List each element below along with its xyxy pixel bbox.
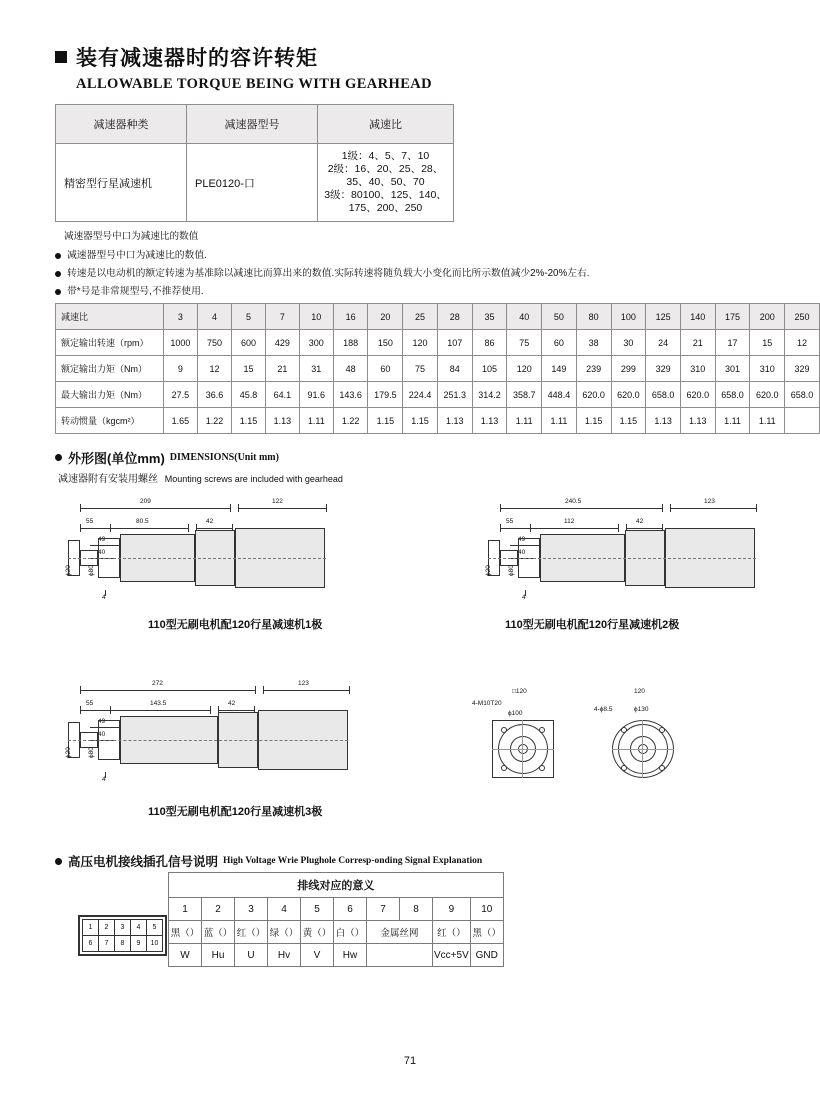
dim-label-49: 49	[518, 536, 526, 543]
dim-label-209: 209	[140, 498, 151, 505]
data-cell: 620.0	[611, 382, 646, 408]
dim-label-49: 49	[98, 718, 106, 725]
data-cell: 620.0	[750, 382, 785, 408]
gearhead-model-value: PLE0120-口	[187, 144, 318, 222]
data-cell: 15	[750, 330, 785, 356]
data-cell: 1.13	[680, 408, 715, 434]
pin-number: 9	[433, 898, 471, 921]
bullet-dot-icon	[55, 271, 61, 277]
data-cell: 107	[437, 330, 472, 356]
connector-pin: 7	[99, 936, 115, 952]
note-item	[55, 248, 775, 264]
gearhead-table-footnote: 减速器型号中口为减速比的数值	[64, 231, 199, 242]
dim-label-4: 4	[102, 776, 106, 783]
data-cell: 310	[680, 356, 715, 382]
gearhead-table-header-type: 减速器种类	[56, 105, 187, 144]
data-cell: 299	[611, 356, 646, 382]
row-label: 额定输出转速（rpm）	[56, 330, 164, 356]
data-cell: 1.15	[368, 408, 403, 434]
ratio-cell: 250	[785, 304, 820, 330]
data-cell: 24	[646, 330, 681, 356]
table-row	[169, 898, 504, 921]
table-row	[56, 330, 820, 356]
signal-name: GND	[470, 944, 503, 967]
data-cell: 329	[646, 356, 681, 382]
dim-label-122: 122	[272, 498, 283, 505]
row-label: 转动惯量（kgcm²）	[56, 408, 164, 434]
drawing-2-motor-gearhead-2stage	[480, 498, 810, 608]
pin-number: 2	[202, 898, 235, 921]
data-cell: 38	[576, 330, 611, 356]
connector-pin: 2	[99, 920, 115, 936]
drawing-3-motor-gearhead-3stage	[60, 680, 390, 790]
dim-label-805: 80.5	[136, 518, 149, 525]
gearhead-table-header-model: 减速器型号	[187, 105, 318, 144]
data-cell: 75	[403, 356, 438, 382]
table-row	[56, 408, 820, 434]
dim-label-phi20: ϕ20	[65, 565, 72, 576]
wire-color: 红（）	[235, 921, 268, 944]
pin-number: 1	[169, 898, 202, 921]
dim-label-42: 42	[636, 518, 644, 525]
dim-label-square120: □120	[512, 688, 527, 695]
dimensions-heading-cn: 外形图(单位mm)	[68, 451, 165, 466]
signal-name: U	[235, 944, 268, 967]
dim-label-phi80: ϕ80	[88, 565, 95, 576]
connector-pin: 9	[131, 936, 147, 952]
data-cell: 36.6	[198, 382, 232, 408]
ratio-cell: 35	[472, 304, 507, 330]
pin-number: 5	[301, 898, 334, 921]
dimensions-heading-en: DIMENSIONS(Unit mm)	[169, 452, 279, 463]
wire-color: 黄（）	[301, 921, 334, 944]
connector-pin: 1	[83, 920, 99, 936]
dim-label-42: 42	[206, 518, 214, 525]
connector-pin: 4	[131, 920, 147, 936]
dim-label-55: 55	[86, 700, 94, 707]
page-number: 71	[403, 1055, 417, 1067]
data-cell: 1.22	[333, 408, 368, 434]
signal-name: W	[169, 944, 202, 967]
dimensions-heading	[55, 448, 279, 467]
connector-pin: 6	[83, 936, 99, 952]
ratio-cell: 28	[437, 304, 472, 330]
ratio-cell: 175	[715, 304, 750, 330]
dim-label-phi20: ϕ20	[485, 565, 492, 576]
wire-color: 黑（）	[470, 921, 503, 944]
data-cell: 1.11	[507, 408, 542, 434]
data-cell: 358.7	[507, 382, 542, 408]
dimensions-subnote-en: Mounting screws are included with gearhead	[164, 474, 343, 484]
ratio-cell: 80	[576, 304, 611, 330]
data-cell: 658.0	[785, 382, 820, 408]
pin-number: 4	[268, 898, 301, 921]
data-cell: 300	[299, 330, 333, 356]
data-cell: 239	[576, 356, 611, 382]
dim-label-123: 123	[298, 680, 309, 687]
data-cell: 1.15	[576, 408, 611, 434]
data-cell: 750	[198, 330, 232, 356]
dim-label-phi80: ϕ80	[88, 747, 95, 758]
title-english: ALLOWABLE TORQUE BEING WITH GEARHEAD	[76, 76, 433, 92]
dimensions-subnote	[58, 470, 343, 485]
ratio-cell: 40	[507, 304, 542, 330]
pin-number: 3	[235, 898, 268, 921]
connector-pin: 10	[147, 936, 163, 952]
data-cell: 1.22	[198, 408, 232, 434]
data-cell: 329	[785, 356, 820, 382]
data-cell: 149	[542, 356, 577, 382]
title-chinese	[55, 42, 432, 72]
signal-name: V	[301, 944, 334, 967]
data-cell: 1000	[163, 330, 197, 356]
data-cell: 45.8	[232, 382, 266, 408]
ratio-cell: 140	[680, 304, 715, 330]
drawing-1-motor-gearhead-1stage	[60, 498, 390, 608]
drawing-2-caption: 110型无刷电机配120行星减速机2极	[505, 619, 680, 631]
dim-label-120: 120	[634, 688, 645, 695]
connector-top-row	[83, 920, 163, 936]
data-cell: 314.2	[472, 382, 507, 408]
wire-color: 绿（）	[268, 921, 301, 944]
data-cell: 15	[232, 356, 266, 382]
data-cell: 27.5	[163, 382, 197, 408]
data-cell: 448.4	[542, 382, 577, 408]
wire-color: 黑（）	[169, 921, 202, 944]
data-cell	[785, 408, 820, 434]
wire-color: 蓝（）	[202, 921, 235, 944]
ratio-cell: 20	[368, 304, 403, 330]
data-cell: 1.11	[750, 408, 785, 434]
dim-label-49: 49	[98, 536, 106, 543]
dim-label-4-phi85: 4-ϕ8.5	[594, 706, 613, 713]
row-label: 额定输出力矩（Nm）	[56, 356, 164, 382]
data-cell: 1.13	[265, 408, 299, 434]
data-cell: 1.13	[646, 408, 681, 434]
data-cell: 120	[403, 330, 438, 356]
dim-label-phi20: ϕ20	[65, 747, 72, 758]
title-chinese-text: 装有减速器时的容许转矩	[76, 47, 318, 70]
ratio-cell: 50	[542, 304, 577, 330]
dim-label-42: 42	[228, 700, 236, 707]
table-row	[56, 382, 820, 408]
note-item	[55, 266, 775, 282]
ratio-cell: 10	[299, 304, 333, 330]
torque-data-table	[55, 303, 820, 434]
dim-label-4-m10t20: 4-M10T20	[472, 700, 502, 707]
data-cell: 21	[680, 330, 715, 356]
pin-number: 10	[470, 898, 503, 921]
data-cell: 1.15	[611, 408, 646, 434]
pin-number: 8	[400, 898, 433, 921]
drawing-4-face-view-gearhead	[470, 688, 580, 783]
dim-label-phi130: ϕ130	[634, 706, 649, 713]
data-cell: 150	[368, 330, 403, 356]
data-cell: 120	[507, 356, 542, 382]
table-row	[169, 944, 504, 967]
bullet-dot-icon	[55, 858, 62, 865]
data-cell: 12	[785, 330, 820, 356]
data-cell: 658.0	[646, 382, 681, 408]
data-cell: 1.11	[715, 408, 750, 434]
data-cell: 1.11	[542, 408, 577, 434]
data-cell: 31	[299, 356, 333, 382]
table-row	[56, 304, 820, 330]
wire-color: 金属丝网	[367, 921, 433, 944]
dimensions-subnote-cn: 减速器附有安装用螺丝	[58, 474, 158, 485]
ratio-cell: 125	[646, 304, 681, 330]
data-cell: 105	[472, 356, 507, 382]
connector-bottom-row	[83, 936, 163, 952]
note-text: 带*号是非常规型号,不推荐使用.	[67, 286, 204, 297]
connector-pin: 3	[115, 920, 131, 936]
ratio-cell: 25	[403, 304, 438, 330]
data-cell: 224.4	[403, 382, 438, 408]
dim-label-2405: 240.5	[565, 498, 582, 505]
signal-table	[168, 872, 504, 967]
note-text: 减速器型号中口为减速比的数值.	[67, 250, 207, 261]
square-bullet-icon	[55, 51, 67, 63]
gearhead-type-value: 精密型行星减速机	[56, 144, 187, 222]
bullet-dot-icon	[55, 454, 62, 461]
data-cell: 658.0	[715, 382, 750, 408]
data-cell: 143.6	[333, 382, 368, 408]
data-cell: 600	[232, 330, 266, 356]
signal-heading-cn: 高压电机接线插孔信号说明	[68, 855, 219, 869]
data-cell: 429	[265, 330, 299, 356]
data-cell: 64.1	[265, 382, 299, 408]
ratio-cell: 4	[198, 304, 232, 330]
dim-label-55: 55	[86, 518, 94, 525]
table-row	[56, 356, 820, 382]
bullet-dot-icon	[55, 253, 61, 259]
table-row	[169, 873, 504, 898]
data-cell: 1.15	[232, 408, 266, 434]
dim-label-112: 112	[564, 518, 575, 525]
signal-table-title: 排线对应的意义	[169, 873, 504, 898]
data-cell: 17	[715, 330, 750, 356]
wire-color: 白（）	[334, 921, 367, 944]
data-cell: 9	[163, 356, 197, 382]
ratio-cell: 100	[611, 304, 646, 330]
data-cell: 21	[265, 356, 299, 382]
data-cell: 620.0	[576, 382, 611, 408]
note-text: 转速是以电动机的额定转速为基准除以减速比而算出来的数值.实际转速将随负载大小变化而比所示数值减少2%-20%左右.	[67, 268, 590, 279]
dim-label-40: 40	[98, 549, 106, 556]
data-cell: 301	[715, 356, 750, 382]
dim-label-123: 123	[704, 498, 715, 505]
ratio-cell: 200	[750, 304, 785, 330]
data-cell: 48	[333, 356, 368, 382]
signal-name: Hw	[334, 944, 367, 967]
signal-heading	[55, 852, 482, 870]
data-cell: 188	[333, 330, 368, 356]
dim-label-272: 272	[152, 680, 163, 687]
dim-label-55: 55	[506, 518, 514, 525]
data-cell: 251.3	[437, 382, 472, 408]
signal-name: Hu	[202, 944, 235, 967]
gearhead-ratio-value: 1级：4、5、7、10 2级：16、20、25、28、 35、40、50、70 3级：80100、125、140、 175、200、250	[318, 144, 454, 222]
ratio-cell: 7	[265, 304, 299, 330]
signal-heading-en: High Voltage Wrie Plughole Corresp-onding Signal Explanation	[223, 856, 483, 866]
drawing-3-caption: 110型无刷电机配120行星减速机3极	[148, 806, 323, 818]
connector-pin: 5	[147, 920, 163, 936]
data-cell: 60	[542, 330, 577, 356]
ratio-cell: 3	[163, 304, 197, 330]
dim-label-4: 4	[102, 594, 106, 601]
data-cell: 91.6	[299, 382, 333, 408]
pin-number: 6	[334, 898, 367, 921]
row-label: 最大输出力矩（Nm）	[56, 382, 164, 408]
ratio-cell: 16	[333, 304, 368, 330]
data-cell: 1.11	[299, 408, 333, 434]
data-cell: 1.13	[472, 408, 507, 434]
page-title	[55, 42, 432, 93]
notes-list	[55, 248, 775, 302]
signal-name	[367, 944, 433, 967]
dim-label-phi100: ϕ100	[508, 710, 523, 717]
pin-number: 7	[367, 898, 400, 921]
data-cell: 1.65	[163, 408, 197, 434]
wire-color: 红（）	[433, 921, 471, 944]
drawing-1-caption: 110型无刷电机配120行星减速机1极	[148, 619, 323, 631]
drawing-5-face-view-motor	[590, 688, 700, 783]
data-cell: 86	[472, 330, 507, 356]
dim-label-40: 40	[518, 549, 526, 556]
data-cell: 1.15	[403, 408, 438, 434]
note-item	[55, 284, 775, 300]
dim-label-4: 4	[522, 594, 526, 601]
connector-diagram	[78, 915, 167, 961]
ratio-row-header: 减速比	[56, 304, 164, 330]
data-cell: 30	[611, 330, 646, 356]
data-cell: 310	[750, 356, 785, 382]
signal-name: Hv	[268, 944, 301, 967]
data-cell: 12	[198, 356, 232, 382]
data-cell: 620.0	[680, 382, 715, 408]
data-cell: 75	[507, 330, 542, 356]
ratio-cell: 5	[232, 304, 266, 330]
data-cell: 1.13	[437, 408, 472, 434]
dim-label-1435: 143.5	[150, 700, 167, 707]
dim-label-phi80: ϕ80	[508, 565, 515, 576]
data-cell: 84	[437, 356, 472, 382]
data-cell: 60	[368, 356, 403, 382]
connector-pin: 8	[115, 936, 131, 952]
gearhead-table-header-ratio: 减速比	[318, 105, 454, 144]
table-row	[169, 921, 504, 944]
bullet-dot-icon	[55, 289, 61, 295]
signal-name: Vcc+5V	[433, 944, 471, 967]
gearhead-type-table	[55, 104, 454, 222]
dim-label-40: 40	[98, 731, 106, 738]
data-cell: 179.5	[368, 382, 403, 408]
